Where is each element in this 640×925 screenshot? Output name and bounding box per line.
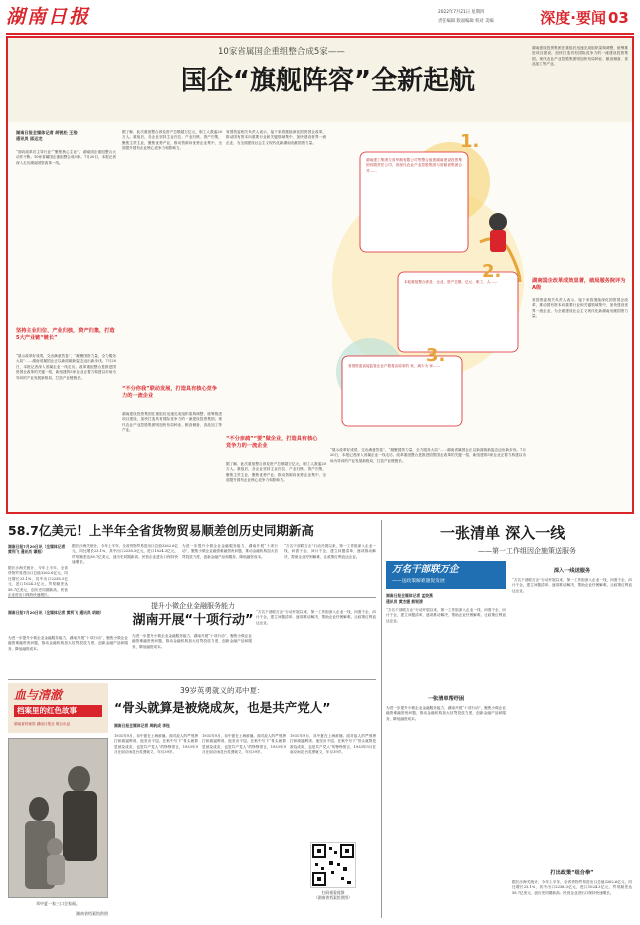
story-c-byline: 湖南日报全媒体记者 孟姣燕 通讯员 黄杰媛 熊锐清 (386, 593, 433, 604)
newspaper-logo: 湖南日报 (6, 6, 91, 28)
photo-caption: 邓中夏一家三口全家福。 (36, 901, 80, 906)
story-a-body-4: “万名干部联万企”行动开展以来，第一工作组深入企业一线，问需于企、问计于企，建立问题清单，逐项推动解决，帮助企业纾困解难，让政策红利直达企业。 (284, 544, 376, 559)
feature-body-8: 省国资委相关负责人表示，接下来将继续深化国资国企改革，推动国有资本向重要行业和关键领域集中，加快建设世界一流企业，为全面建设社会主义现代化新湖南贡献国资力量。 (532, 298, 628, 319)
story-b-body-2: 为进一步提升小微企业金融服务能力，湖南开展“十项行动”，聚焦小微企业融资难融资贵问题，推动金融机构加大信贷投放力度，创新金融产品和服务，降低融资成本。 (132, 634, 252, 649)
archive-column-box (8, 683, 108, 733)
story-c-subhead-3: 打出政策“组合拳” (550, 870, 594, 876)
story-c-subhead-1: 深入一线送服务 (553, 568, 591, 574)
family-photo-image (9, 739, 107, 897)
story-b-body-1: 为进一步提升小微企业金融服务能力，湖南开展“十项行动”，聚焦小微企业融资难融资贵问题，推动金融机构加大信贷投放力度，创新金融产品和服务，降低融资成本。 (8, 636, 128, 651)
feature-body-5: 据了解，此次重组整合涉及资产总额超万亿元，职工人数逾20万人。重组后，各企业坚持主业归位、产业归核、资产归集，聚焦主责主业，聚焦优势产业，推动资源向优势企业集中，全面提升国有企业核心竞争力和影响力。 (226, 462, 326, 483)
infographic-num-2: 2. (482, 261, 502, 282)
archive-column-title: 血与清澈 (14, 688, 63, 702)
feature-body-1: “展示改革好成绩，交出满意答卷”，“凝聚国资力量，全力服务大局”……湖南省属国企正以新面貌新姿态迈出新步伐。7月20日，本报记者深入省属企业一线走访。改革重组整合是推进国资国企改革的关键一招，新组建的5家企业正着力构建以市场为导向的产业发展新格局，打造产业链链长。 (16, 354, 116, 380)
story-c-subtitle: ——第一工作组因企施策送服务 (478, 547, 576, 555)
story-b-headline: 湖南开展“十项行动” (132, 613, 254, 628)
section-title: 深度·要闻 (540, 9, 606, 27)
story-c-subhead-2: 一张清单帮纾困 (427, 696, 465, 702)
infographic-text-3: 省国资委直接监管企业户数将由原来的 家，减少为 家…… (348, 364, 441, 368)
infographic (330, 122, 526, 442)
story-b-divider (8, 597, 376, 598)
feature-kicker: 10家省属国企重组整合成5家—— (218, 47, 345, 57)
qr-code-icon (311, 843, 355, 887)
story-d-body-2: 1931年9月，邓中夏在上海被捕。面对敌人的严刑拷打和威逼利诱，他坚贞不屈，在狱中写下“骨头就算是被烧成灰，也是共产党人”的铮铮誓言，1933年9月在南京雨花台英勇就义，年仅39岁。 (202, 734, 286, 755)
feature-body-7: 湖南建设投资集团在重组后迅速完成组织架构调整，统筹推进项目建设，加快打造具有国际竞争力的一流建设投资集团。现代农业产业控股集团则加快布局种业、粮食储备、食品加工等产业。 (532, 46, 628, 67)
story-c-body-1: “万名干部联万企”行动开展以来，第一工作组深入企业一线，问需于企、问计于企，建立问题清单，逐项推动解决，帮助企业纾困解难，让政策红利直达企业。 (386, 608, 506, 623)
feature-story (6, 36, 634, 514)
story-c-body-4: 据长沙海关统计，今年上半年，全省货物贸易进出口总值3262.6亿元，同比增长23.1%，其中出口2238.3亿元，进口1024.3亿元，贸易顺差达58.7亿美元，创历史同期新高。民营企业进出口保持快速增长。 (512, 880, 632, 895)
story-b-body-3: “万名干部联万企”行动开展以来，第一工作组深入企业一线，问需于企、问计于企，建立问题清单，逐项推动解决，帮助企业纾困解难，让政策红利直达企业。 (256, 610, 376, 625)
campaign-banner-subtitle: ——送政策解难题促发展 (392, 579, 445, 584)
story-d-body-1: 1931年9月，邓中夏在上海被捕。面对敌人的严刑拷打和威逼利诱，他坚贞不屈，在狱中写下“骨头就算是被烧成灰，也是共产党人”的铮铮誓言，1933年9月在南京雨花台英勇就义，年仅39岁。 (114, 734, 198, 755)
story-a-byline: 湖南日报7月20日讯（全媒体记者 黄利飞 通讯员 谭振） (8, 544, 66, 554)
column-divider (381, 520, 382, 918)
feature-byline: 湖南日报全媒体记者 胡锐松 王浩 通讯员 邵运龙 (16, 130, 78, 141)
story-d-kicker: 39岁英勇就义的邓中夏： (180, 686, 265, 695)
feature-body-6: “展示改革好成绩，交出满意答卷”，“凝聚国资力量，全力服务大局”……湖南省属国企正以新面貌新姿态迈出新步伐。7月20日，本报记者深入省属企业一线走访。改革重组整合是推进国资国企改革的关键一招，新组建的5家企业正着力构建以市场为导向的产业发展新格局，打造产业链链长。 (330, 448, 526, 463)
story-a-body-1: 据长沙海关统计，今年上半年，全省货物贸易进出口总值3262.6亿元，同比增长23.1%，其中出口2238.3亿元，进口1024.3亿元，贸易顺差达58.7亿美元，创历史同期新高。民营企业进出口保持快速增长。 (8, 566, 68, 598)
story-a-body-3: 为进一步提升小微企业金融服务能力，湖南开展“十项行动”，聚焦小微企业融资难融资贵问题，推动金融机构加大信贷投放力度，创新金融产品和服务，降低融资成本。 (182, 544, 278, 559)
feature-subhead-1: 坚持主业归位、产业归核，资产归集，打造5大产业链“链长” (16, 328, 115, 341)
feature-headline: 国企“旗舰阵容”全新起航 (180, 66, 476, 96)
campaign-banner-title: 万名干部联万企 (392, 564, 459, 575)
story-b-kicker: 提升小微企业金融服务能力 (151, 602, 235, 610)
page-number: 03 (608, 9, 629, 27)
story-d-byline: 湖南日报全媒体记者 周帆成 李钰 (114, 723, 170, 728)
story-d-body-3: 1931年9月，邓中夏在上海被捕。面对敌人的严刑拷打和威逼利诱，他坚贞不屈，在狱中写下“骨头就算是被烧成灰，也是共产党人”的铮铮誓言，1933年9月在南京雨花台英勇就义，年仅39岁。 (290, 734, 376, 755)
issue-date: 2022年7月21日 星期四 (438, 10, 485, 15)
feature-body-2: 据了解，此次重组整合涉及资产总额超万亿元，职工人数逾20万人。重组后，各企业坚持主业归位、产业归核、资产归集，聚焦主责主业，聚焦优势产业，推动资源向优势企业集中，全面提升国有企业核心竞争力和影响力。 (122, 130, 222, 151)
infographic-text-2: 本轮重组整合涉及：企业、资产总额、亿元、职工、人…… (404, 280, 498, 284)
story-a-body-2: 据长沙海关统计，今年上半年，全省货物贸易进出口总值3262.6亿元，同比增长23.1%，其中出口2238.3亿元，进口1024.3亿元，贸易顺差达58.7亿美元，创历史同期新高。民营企业进出口保持快速增长。 (72, 544, 179, 565)
infographic-num-3: 3. (426, 345, 446, 366)
page-editors: 责任编辑 版面编辑 校对 美编 (438, 19, 494, 24)
feature-body-3: 湖南建设投资集团在重组后迅速完成组织架构调整，统筹推进项目建设，加快打造具有国际竞争力的一流建设投资集团。现代农业产业控股集团则加快布局种业、粮食储备、食品加工等产业。 (122, 412, 222, 433)
feature-subhead-3: “不分亲疏”“要”做企业，打造具有核心竞争力的一流企业 (226, 436, 318, 449)
story-a-headline: 58.7亿美元！上半年全省货物贸易顺差创历史同期新高 (8, 523, 314, 538)
story-c-body-2: 为进一步提升小微企业金融服务能力，湖南开展“十项行动”，聚焦小微企业融资难融资贵问题，推动金融机构加大信贷投放力度，创新金融产品和服务，降低融资成本。 (386, 706, 506, 721)
story-d-divider (8, 679, 376, 680)
story-d-headline: “骨头就算是被烧成灰，也是共产党人” (114, 700, 331, 715)
feature-lead: “面向改革后主导行业”“聚焦核心主业”，湖南国企重组整合大动作不断。10家省属国企重组整合成5家。7月20日，本报记者深入走访湖南国资改革一线。 (16, 150, 116, 165)
infographic-num-1: 1. (460, 131, 480, 152)
archive-column-subtitle: 档案里的红色故事 (14, 705, 102, 717)
feature-subhead-4: 湖南国企改革成效显著，破局服务院评为A级 (532, 278, 626, 291)
story-c-kicker: 一张清单 深入一线 (440, 524, 566, 542)
infographic-text-1: 湖南建工集团与省华湘有限公司等整合组建湖南建设投资集团有限责任公司，省现代农业产业控股集团与省粮食集团合并…… (366, 158, 462, 173)
family-photo (8, 738, 108, 898)
feature-subhead-2: “不分你我”联动发展，打造具有核心竞争力的一流企业 (122, 386, 218, 399)
campaign-banner (386, 561, 506, 589)
story-b-byline: 湖南日报7月20日讯（全媒体记者 黄利飞 通讯员 胡晓） (8, 610, 104, 615)
qr-caption: 扫码观看视频 （湖南省档案馆供图） (314, 890, 352, 900)
feature-body-4: 省国资委相关负责人表示，接下来将继续深化国资国企改革，推动国有资本向重要行业和关键领域集中，加快建设世界一流企业，为全面建设社会主义现代化新湖南贡献国资力量。 (226, 130, 326, 145)
masthead-rule (6, 33, 634, 35)
archive-column-credit: 湖南省档案馆 湖南日报社 联合出品 (14, 722, 71, 726)
video-qr-code[interactable] (310, 842, 356, 888)
photo-credit: 湖南省档案馆供图 (76, 911, 108, 916)
story-c-body-3: “万名干部联万企”行动开展以来，第一工作组深入企业一线，问需于企、问计于企，建立问题清单，逐项推动解决，帮助企业纾困解难，让政策红利直达企业。 (512, 578, 632, 593)
